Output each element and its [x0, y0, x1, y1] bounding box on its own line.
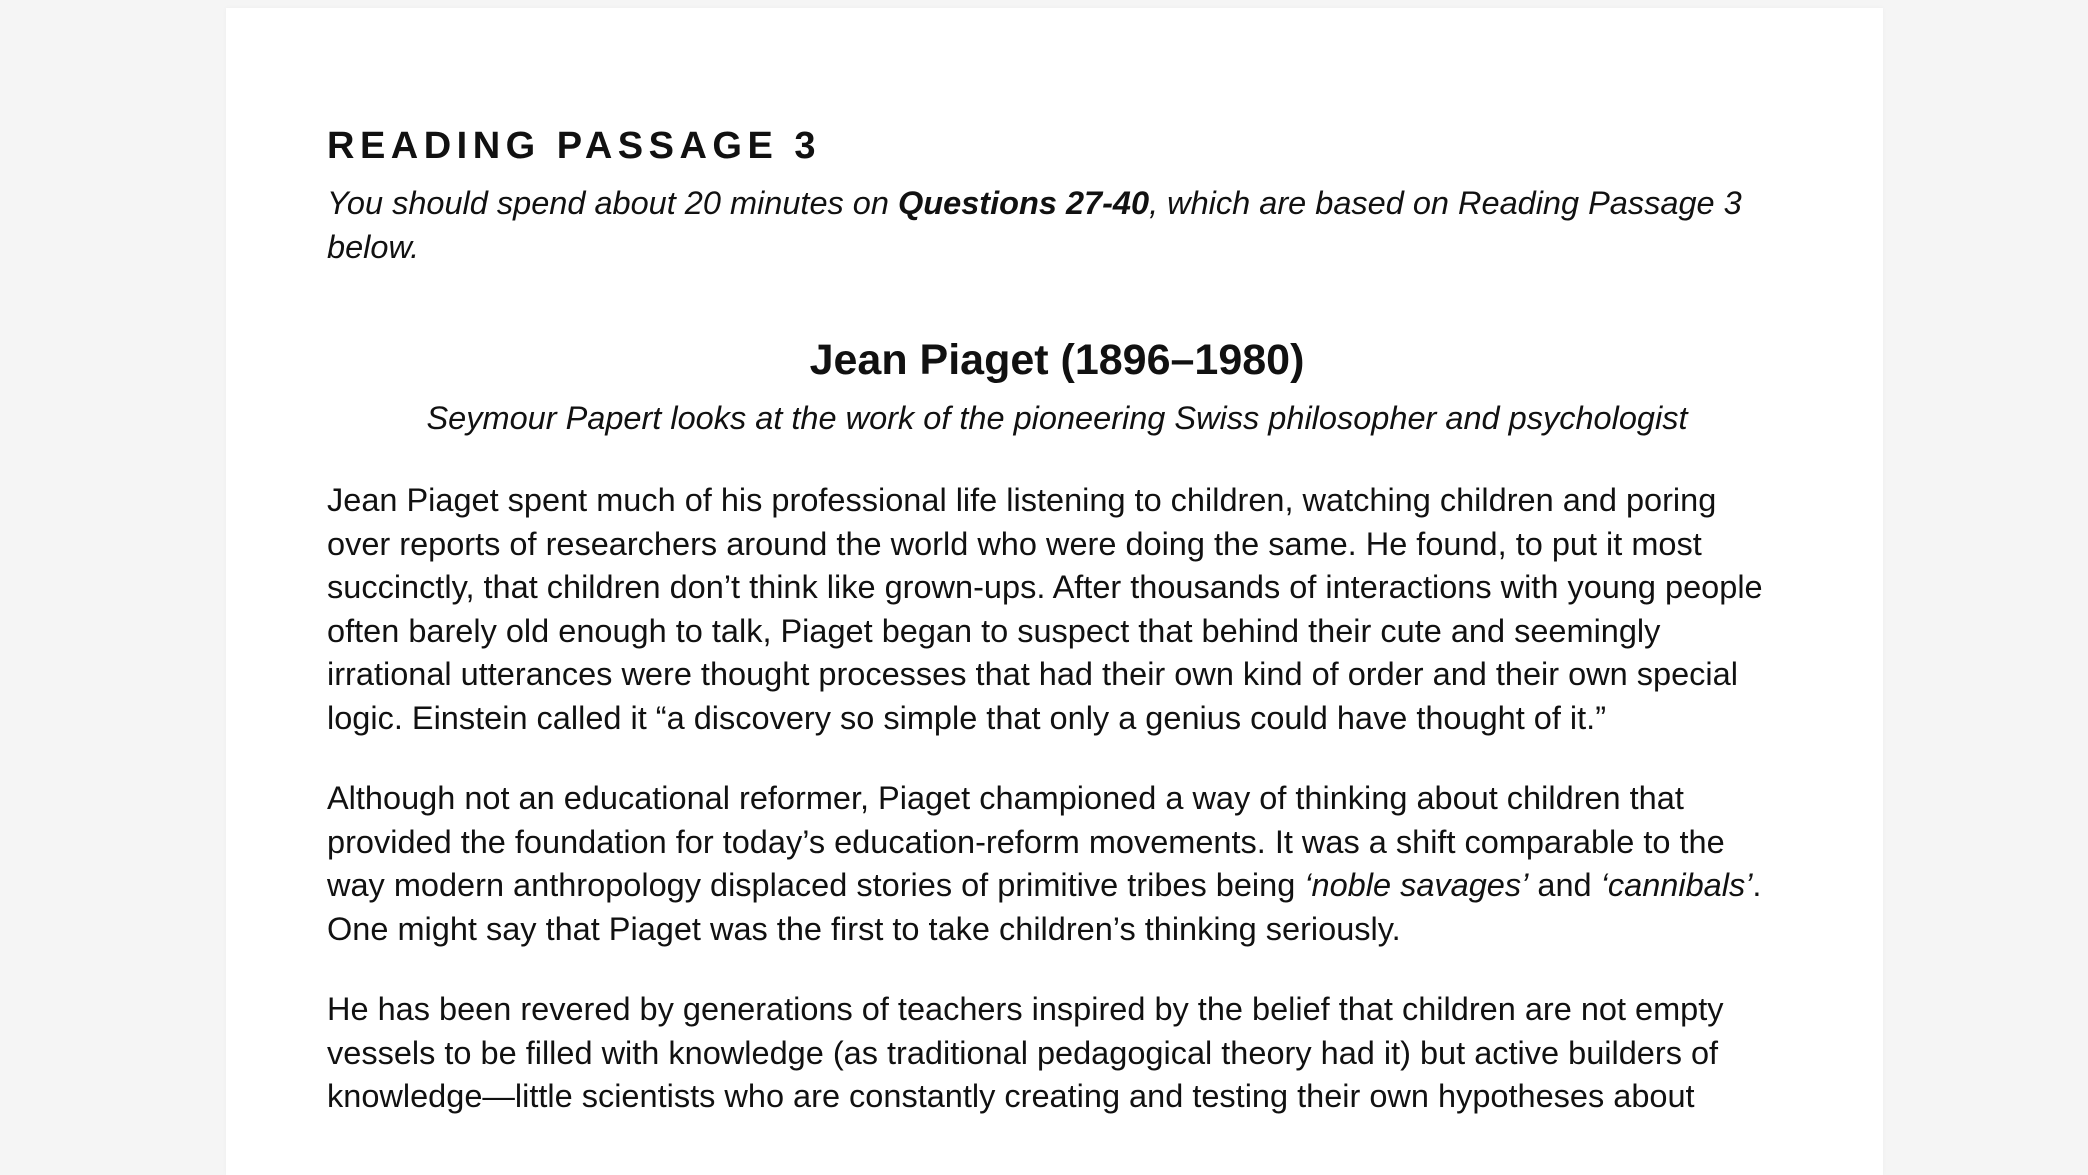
- instruction-after: , which are based on Reading Passage 3 below.: [327, 185, 1742, 265]
- paragraph-2: [327, 777, 1787, 951]
- paragraph-2-italic-2: ‘cannibals’: [1600, 867, 1753, 903]
- passage-title: Jean Piaget (1896–1980): [809, 336, 1305, 384]
- passage-subtitle: Seymour Papert looks at the work of the pioneering Swiss philosopher and psychologist: [426, 400, 1688, 436]
- instruction-before: You should spend about 20 minutes on: [327, 185, 898, 221]
- instruction-questions: Questions 27-40: [898, 185, 1150, 221]
- instruction-text: [327, 182, 1787, 269]
- paragraph-2-part-1: Although not an educational reformer, Piaget championed a way of thinking about children that provided the foundation for today’s education-reform movements. It was a shift comparable to the way modern anthropology displaced stories of primitive tribes being: [327, 780, 1725, 903]
- paragraph-2-part-3: . One might say that Piaget was the first to take children’s thinking seriously.: [327, 867, 1762, 947]
- section-title: READING PASSAGE 3: [327, 125, 821, 167]
- paragraph-2-part-2: and: [1528, 867, 1601, 903]
- document-content: [327, 126, 1787, 1119]
- document-page: [226, 8, 1883, 1175]
- paragraph-1: Jean Piaget spent much of his professional life listening to children, watching children and poring over reports of researchers around the world who were doing the same. He found, to put it most succinctly, that children don’t think like grown-ups. After thousands of interactions with young people often barely old enough to talk, Piaget began to suspect that behind their cute and seemingly irrational utterances were thought processes that had their own kind of order and their own special logic. Einstein called it “a discovery so simple that only a genius could have thought of it.”: [327, 482, 1763, 736]
- paragraph-3: He has been revered by generations of teachers inspired by the belief that children are not empty vessels to be filled with knowledge (as traditional pedagogical theory had it) but active builders of knowledge—little scientists who are constantly creating and testing their own hypotheses about: [327, 991, 1724, 1114]
- paragraph-2-italic-1: ‘noble savages’: [1304, 867, 1529, 903]
